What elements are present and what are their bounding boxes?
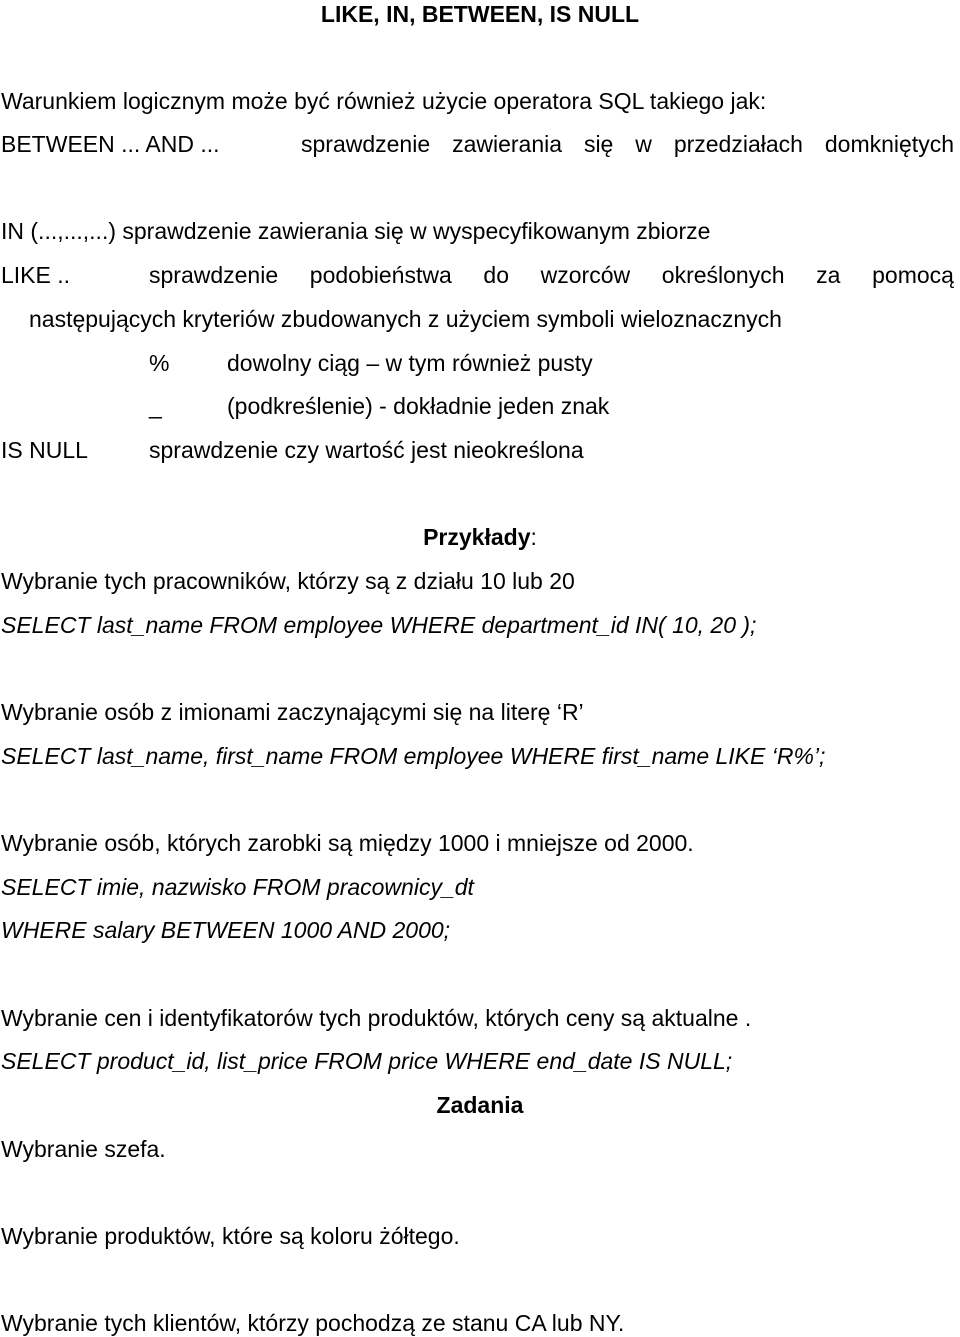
in-line: IN (...,...,...) sprawdzenie zawierania się w wyspecyfikowanym zbiorze (1, 218, 711, 244)
is-null-operator: IS NULL (1, 437, 88, 463)
between-word: przedziałach (673, 131, 803, 157)
between-description (301, 130, 954, 158)
intro-text: Warunkiem logicznym może być również użycie operatora SQL takiego jak: (1, 88, 767, 114)
wildcard-symbol: _ (149, 393, 162, 419)
wildcard-description: (podkreślenie) - dokładnie jeden znak (227, 393, 610, 419)
between-line (1, 130, 954, 158)
examples-heading-text: Przykłady (423, 524, 531, 550)
tasks-heading: Zadania (436, 1092, 524, 1118)
like-word: wzorców (540, 262, 631, 288)
example-description: Wybranie tych pracowników, którzy są z działu 10 lub 20 (1, 568, 575, 594)
is-null-description: sprawdzenie czy wartość jest nieokreślona (149, 437, 584, 463)
like-word: za (816, 262, 841, 288)
example-description: Wybranie cen i identyfikatorów tych produktów, których ceny są aktualne . (1, 1005, 752, 1031)
like-continuation: następujących kryteriów zbudowanych z użyciem symboli wieloznacznych (29, 306, 782, 332)
like-word: do (483, 262, 509, 288)
between-word: w (635, 131, 652, 157)
example-code: WHERE salary BETWEEN 1000 AND 2000; (1, 917, 451, 943)
between-word: sprawdzenie (301, 131, 431, 157)
example-description: Wybranie osób, których zarobki są między 1000 i mniejsze od 2000. (1, 830, 694, 856)
task-item: Wybranie tych klientów, którzy pochodzą ze stanu CA lub NY. (1, 1310, 625, 1336)
like-line (1, 261, 954, 289)
example-code: SELECT last_name, first_name FROM employee WHERE first_name LIKE ‘R%’; (1, 743, 826, 769)
between-word: zawierania (452, 131, 563, 157)
like-word: sprawdzenie (149, 262, 279, 288)
between-word: domkniętych (824, 131, 954, 157)
wildcard-symbol: % (149, 350, 170, 376)
like-word: podobieństwa (309, 262, 452, 288)
examples-heading (0, 523, 960, 551)
example-code: SELECT imie, nazwisko FROM pracownicy_dt (1, 874, 474, 900)
example-code: SELECT product_id, list_price FROM price WHERE end_date IS NULL; (1, 1048, 733, 1074)
wildcard-description: dowolny ciąg – w tym również pusty (227, 350, 593, 376)
like-word: pomocą (872, 262, 954, 288)
page-title: LIKE, IN, BETWEEN, IS NULL (320, 1, 640, 27)
example-code: SELECT last_name FROM employee WHERE department_id IN( 10, 20 ); (1, 612, 757, 638)
between-operator: BETWEEN ... AND ... (1, 131, 220, 157)
task-item: Wybranie produktów, które są koloru żółtego. (1, 1223, 460, 1249)
between-word: się (583, 131, 614, 157)
task-item: Wybranie szefa. (1, 1136, 166, 1162)
like-description (149, 261, 954, 289)
examples-heading-colon: : (530, 524, 537, 550)
like-operator: LIKE .. (1, 262, 71, 288)
example-description: Wybranie osób z imionami zaczynającymi się na literę ‘R’ (1, 699, 584, 725)
is-null-line (1, 436, 954, 464)
like-word: określonych (661, 262, 785, 288)
